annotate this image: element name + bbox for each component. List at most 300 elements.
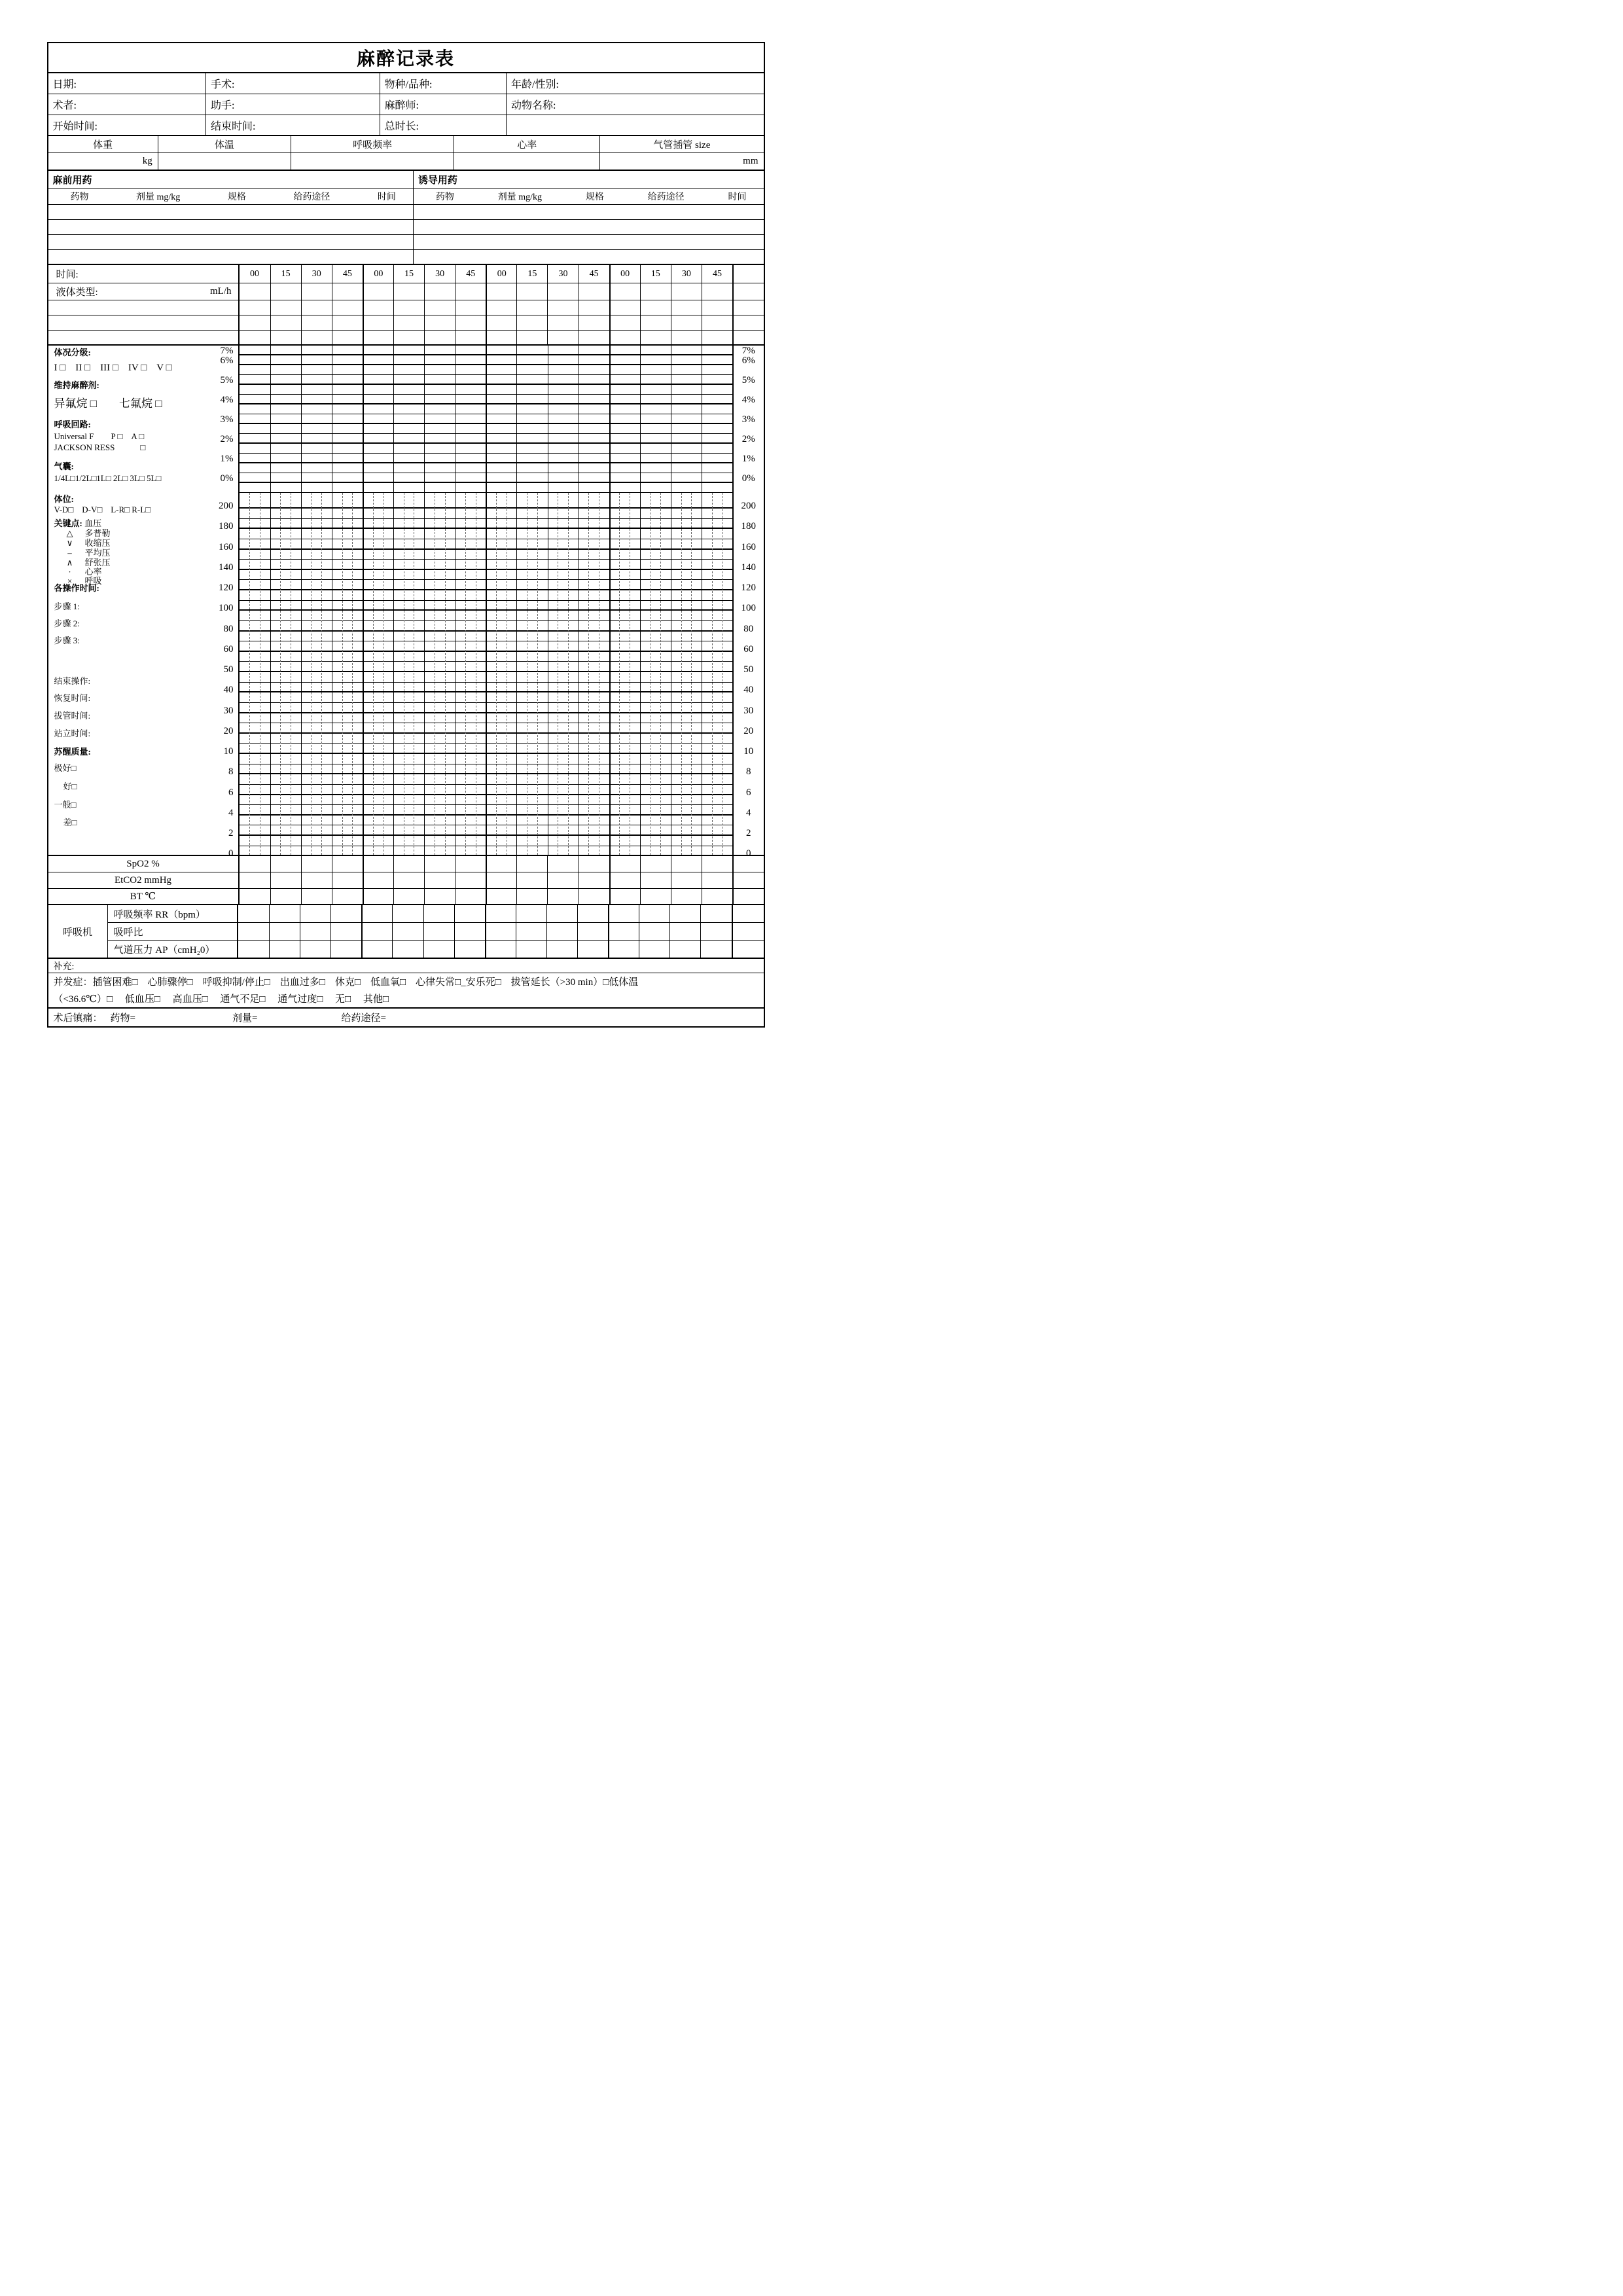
bag-size-checkboxes[interactable]: 1/4L□1/2L□1L□ 2L□ 3L□ 5L□ <box>54 473 162 483</box>
vent-rr-cell <box>639 905 669 922</box>
anesthetist-field[interactable]: 麻醉师: <box>380 94 506 115</box>
drug-entry-row <box>48 235 764 250</box>
vent-rr-cell <box>608 905 639 922</box>
premed-entry-cell[interactable] <box>48 235 413 249</box>
pct-axis-label: 6% <box>220 355 234 366</box>
five-min-dash-line <box>660 493 661 855</box>
numeric-section-overlay <box>240 493 733 855</box>
universal-f-checkboxes[interactable]: Universal F P □ A □ <box>54 431 145 441</box>
pct-axis-label: 0% <box>220 473 234 484</box>
num-axis-label: 100 <box>219 603 234 614</box>
num-axis-label: 6 <box>746 787 751 798</box>
legend-mean <box>64 548 111 558</box>
duration-field[interactable]: 总时长: <box>380 115 506 135</box>
ventilator-rr-label: 呼吸频率 RR（bpm） <box>108 905 239 922</box>
spo2-cell <box>579 856 609 872</box>
drug-section-header <box>48 171 764 188</box>
body-temp-row <box>48 889 764 905</box>
asa-grade-checkboxes[interactable]: I □ II □ III □ IV □ V □ <box>54 363 172 373</box>
bt-cell <box>240 889 270 904</box>
liquid-cell <box>332 283 363 300</box>
infusion-cell <box>270 331 301 344</box>
num-axis-label: 6 <box>228 787 234 798</box>
spo2-cell <box>702 856 732 872</box>
drug-col-name: 药物 <box>435 192 454 202</box>
standing-time-field[interactable]: 站立时间: <box>54 728 91 738</box>
pct-axis-label: 1% <box>741 453 755 464</box>
spo2-cell <box>671 856 702 872</box>
infusion-cell <box>671 300 702 315</box>
vent-ie-cell <box>608 923 639 940</box>
num-axis-label: 120 <box>741 583 757 593</box>
spo2-cell <box>516 856 547 872</box>
vent-ap-cell <box>330 941 361 958</box>
vent-ie-cell <box>454 923 485 940</box>
liquid-cell <box>516 283 547 300</box>
vent-ie-cell <box>423 923 454 940</box>
infusion-cell <box>301 331 332 344</box>
anesthetic-agent-checkboxes[interactable]: 异氟烷 □ 七氟烷 □ <box>54 397 162 410</box>
right-axis-labels <box>734 345 763 859</box>
vent-ap-cell <box>516 941 546 958</box>
extra-row-label[interactable] <box>48 300 240 315</box>
liquid-unit-text: mL/h <box>210 286 232 296</box>
breathing-circuit-label: 呼吸回路: <box>54 420 91 429</box>
infusion-cell <box>640 331 671 344</box>
time-row-label: 时间: <box>48 265 240 283</box>
time-tick-cell: 15 <box>270 265 301 283</box>
infusion-cell <box>455 331 486 344</box>
info-empty-cell <box>506 115 764 135</box>
et-tube-size-header: 气管插管 size <box>599 136 763 152</box>
vent-ap-cell <box>639 941 669 958</box>
infusion-cell <box>609 315 640 330</box>
triangle-symbol: △ <box>66 528 73 538</box>
pct-axis-label: 5% <box>741 374 755 386</box>
time-tick-cell: 45 <box>332 265 363 283</box>
position-checkboxes[interactable]: V-D□ D-V□ L-R□ R-L□ <box>54 505 151 514</box>
analgesia-route-field[interactable]: 给药途径= <box>341 1013 386 1024</box>
infusion-cell <box>424 300 455 315</box>
induction-entry-cell[interactable] <box>413 205 764 219</box>
five-min-dash-line <box>588 493 589 855</box>
complications-line2[interactable]: （<36.6℃）□ 低血压□ 高血压□ 通气不足□ 通气过度□ 无□ 其他□ <box>53 994 389 1005</box>
infusion-cell <box>393 300 424 315</box>
complications-line1[interactable]: 并发症：插管困难□ 心肺骤停□ 呼吸抑制/停止□ 出血过多□ 休克□ 低血氧□ 心律失常□_安乐死□ 拔管延长（>30 min）□低体温 <box>53 977 639 988</box>
num-axis-label: 160 <box>219 541 234 552</box>
induction-entry-cell[interactable] <box>413 250 764 264</box>
heart-rate-header: 心率 <box>454 136 599 152</box>
bt-cell <box>640 889 671 904</box>
induction-columns <box>413 188 764 204</box>
time-tick-cell: 00 <box>363 265 393 283</box>
vent-ap-cell <box>269 941 300 958</box>
temperature-header: 体温 <box>158 136 291 152</box>
infusion-cell <box>393 331 424 344</box>
num-axis-label: 100 <box>741 603 757 614</box>
monitoring-chart <box>48 345 764 859</box>
extra-row-label[interactable] <box>48 331 240 344</box>
drug-col-route: 给药途径 <box>647 192 685 202</box>
ventilator-ie-ratio-label: 吸呼比 <box>108 923 239 940</box>
liquid-cell <box>547 283 578 300</box>
num-axis-label: 20 <box>223 725 234 736</box>
etco2-cell <box>609 872 640 888</box>
num-axis-label: 10 <box>743 746 754 757</box>
bt-cell <box>516 889 547 904</box>
age-sex-field[interactable]: 年龄/性别: <box>506 73 764 94</box>
infusion-cell <box>486 331 516 344</box>
info-row-3 <box>48 115 764 136</box>
infusion-cell <box>270 315 301 330</box>
recovery-time-field[interactable]: 恢复时间: <box>54 693 91 703</box>
quality-poor-checkbox[interactable]: 差□ <box>63 817 77 827</box>
premed-entry-cell[interactable] <box>48 250 413 264</box>
complications-row <box>48 973 764 1009</box>
drug-col-route: 给药途径 <box>293 192 330 202</box>
quality-good-checkbox[interactable]: 好□ <box>63 781 77 791</box>
infusion-cell <box>732 331 764 344</box>
et-tube-size-value-cell[interactable]: mm <box>599 153 763 170</box>
pct-axis-label: 2% <box>741 433 755 444</box>
infusion-cell <box>640 315 671 330</box>
step2-field[interactable]: 步骤 2: <box>54 619 80 628</box>
num-axis-label: 80 <box>743 623 754 634</box>
num-axis-label: 180 <box>741 521 757 532</box>
animal-name-field[interactable]: 动物名称: <box>506 94 764 115</box>
vent-ap-cell <box>485 941 516 958</box>
num-axis-label: 140 <box>741 562 757 573</box>
temperature-value-cell[interactable] <box>158 153 291 170</box>
five-min-dash-line <box>537 493 538 855</box>
vent-rr-cell <box>392 905 423 922</box>
vent-ie-cell <box>300 923 330 940</box>
time-tick-cell: 00 <box>486 265 516 283</box>
liquid-cell <box>393 283 424 300</box>
induction-title: 诱导用药 <box>413 171 764 188</box>
infusion-cell <box>270 300 301 315</box>
keypoint-label: 关键点: <box>54 518 82 528</box>
bt-cell <box>579 889 609 904</box>
spo2-cell <box>486 856 516 872</box>
legend-label: 收缩压 <box>84 538 111 548</box>
time-tick-cell: 45 <box>455 265 486 283</box>
bt-cell <box>702 889 732 904</box>
infusion-cell <box>301 300 332 315</box>
quality-fair-checkbox[interactable]: 一般□ <box>54 800 77 810</box>
vent-ap-cell <box>577 941 608 958</box>
five-min-dash-line <box>568 493 569 855</box>
ventilator-label: 呼吸机 <box>48 905 108 958</box>
num-axis-label: 8 <box>746 766 751 778</box>
ventilator-ie-ratio-row <box>108 923 764 941</box>
time-tick-cell: 00 <box>250 268 260 279</box>
weight-header: 体重 <box>93 140 113 151</box>
extra-infusion-row <box>48 315 764 331</box>
five-min-dash-line <box>249 493 250 855</box>
ventilator-rr-row <box>108 905 764 923</box>
induction-entry-cell[interactable] <box>413 235 764 249</box>
jackson-rees-checkbox[interactable]: JACKSON RESS □ <box>54 442 146 452</box>
infusion-cell <box>486 300 516 315</box>
infusion-cell <box>332 331 363 344</box>
spo2-cell <box>301 856 332 872</box>
vent-rr-cell <box>454 905 485 922</box>
liquid-cell <box>455 283 486 300</box>
legend-systolic <box>64 538 111 548</box>
etco2-cell <box>702 872 732 888</box>
premed-entry-cell[interactable] <box>48 220 413 234</box>
species-field[interactable]: 物种/品种: <box>380 73 506 94</box>
bt-cell <box>455 889 486 904</box>
pct-axis-label: 3% <box>220 414 234 425</box>
ventilator-airway-pressure-label: 气道压力 AP（cmH₂0） <box>108 941 239 958</box>
liquid-cell <box>363 283 393 300</box>
drug-col-spec: 规格 <box>227 192 246 202</box>
infusion-cell <box>732 300 764 315</box>
infusion-cell <box>732 315 764 330</box>
time-tick-cell: 45 <box>579 265 609 283</box>
vent-rr-cell <box>269 905 300 922</box>
five-min-dash-line <box>619 493 620 855</box>
vent-ap-cell <box>608 941 639 958</box>
infusion-cell <box>455 315 486 330</box>
etco2-label: EtCO2 mmHg <box>48 872 240 888</box>
date-field[interactable]: 日期: <box>52 79 77 90</box>
liquid-cell <box>270 283 301 300</box>
num-axis-label: 40 <box>743 685 754 696</box>
time-header-row <box>48 265 764 283</box>
surgery-field[interactable]: 手术: <box>205 73 380 94</box>
num-axis-label: 180 <box>219 521 234 532</box>
induction-entry-cell[interactable] <box>413 220 764 234</box>
legend-diastolic <box>64 558 111 567</box>
etco2-cell <box>732 872 764 888</box>
assistant-field[interactable]: 助手: <box>205 94 380 115</box>
vent-ie-cell <box>330 923 361 940</box>
time-tick-cells <box>240 265 764 283</box>
num-axis-label: 40 <box>223 685 234 696</box>
premed-entry-cell[interactable] <box>48 205 413 219</box>
num-axis-label: 200 <box>219 501 234 511</box>
pct-axis-label: 5% <box>220 374 234 386</box>
num-axis-label: 80 <box>223 623 234 634</box>
vent-rr-cell <box>485 905 516 922</box>
time-tick-cell: 30 <box>547 265 578 283</box>
drug-col-time: 时间 <box>377 192 396 202</box>
etco2-cell <box>270 872 301 888</box>
chart-sidebar <box>48 345 240 859</box>
vent-ie-cell <box>485 923 516 940</box>
bt-cell <box>332 889 363 904</box>
vent-ie-cell <box>516 923 546 940</box>
num-axis-label: 30 <box>223 705 234 716</box>
extubation-time-field[interactable]: 拔管时间: <box>54 711 91 721</box>
infusion-cell <box>240 331 270 344</box>
etco2-cell <box>332 872 363 888</box>
quality-excellent-checkbox[interactable]: 极好□ <box>54 763 77 773</box>
num-axis-label: 2 <box>228 828 234 838</box>
vent-ie-cell <box>639 923 669 940</box>
vent-ie-cell <box>238 923 269 940</box>
vent-ap-cell <box>392 941 423 958</box>
vent-ie-cell <box>732 923 764 940</box>
infusion-cell <box>516 300 547 315</box>
ventilator-airway-pressure-row <box>108 941 764 958</box>
vitals-header-row <box>48 136 764 153</box>
respiratory-rate-value-cell[interactable] <box>291 153 454 170</box>
vent-rr-cell <box>546 905 577 922</box>
step3-field[interactable]: 步骤 3: <box>54 636 80 645</box>
operation-times-label: 各操作时间: <box>54 583 99 593</box>
vent-rr-cell <box>669 905 700 922</box>
position-label: 体位: <box>54 494 74 504</box>
infusion-cell <box>671 331 702 344</box>
extra-row-label[interactable] <box>48 315 240 330</box>
bt-cell <box>424 889 455 904</box>
drug-col-spec: 规格 <box>585 192 604 202</box>
five-min-dash-line <box>712 493 713 855</box>
infusion-cell <box>516 315 547 330</box>
infusion-cell <box>579 331 609 344</box>
caret-symbol: ∧ <box>66 558 73 567</box>
time-tick-cell: 45 <box>702 265 732 283</box>
infusion-cell <box>455 300 486 315</box>
bt-cell <box>270 889 301 904</box>
x-symbol: × <box>67 576 73 586</box>
heart-rate-value-cell[interactable] <box>454 153 599 170</box>
vent-rr-cell <box>423 905 454 922</box>
legend-doppler <box>64 528 111 538</box>
end-operation-field[interactable]: 结束操作: <box>54 676 91 686</box>
infusion-cell <box>486 315 516 330</box>
drug-col-time: 时间 <box>728 192 747 202</box>
vent-ap-cell <box>669 941 700 958</box>
vent-ap-cell <box>546 941 577 958</box>
spo2-row <box>48 856 764 872</box>
analgesia-dose-field[interactable]: 剂量= <box>232 1013 258 1024</box>
vent-ap-cell <box>454 941 485 958</box>
etco2-cell <box>240 872 270 888</box>
num-axis-label: 2 <box>746 828 751 838</box>
spo2-cell <box>732 856 764 872</box>
pct-axis-label: 7% <box>741 345 755 356</box>
etco2-cell <box>671 872 702 888</box>
bt-cell <box>547 889 578 904</box>
vent-rr-cell <box>238 905 269 922</box>
infusion-cell <box>609 300 640 315</box>
supplement-label[interactable]: 补充: <box>53 961 75 972</box>
num-axis-label: 60 <box>223 643 234 655</box>
etco2-cell <box>486 872 516 888</box>
five-min-dash-line <box>311 493 312 855</box>
infusion-cell <box>579 300 609 315</box>
liquid-cell <box>424 283 455 300</box>
supplement-row <box>48 959 764 973</box>
num-axis-label: 4 <box>746 807 751 818</box>
liquid-cell <box>671 283 702 300</box>
blood-pressure-label: 血压 <box>84 518 102 528</box>
body-temp-label: BT ℃ <box>48 889 240 904</box>
vent-ap-cell <box>361 941 392 958</box>
spo2-cell <box>424 856 455 872</box>
etco2-cell <box>547 872 578 888</box>
vent-ie-cell <box>392 923 423 940</box>
vent-ie-cell <box>700 923 731 940</box>
form-title-row <box>48 43 764 73</box>
legend-heart-rate <box>64 567 102 577</box>
drug-entry-row <box>48 205 764 220</box>
five-min-dash-line <box>496 493 497 855</box>
info-row-1 <box>48 73 764 94</box>
etco2-cell <box>424 872 455 888</box>
infusion-cell <box>609 331 640 344</box>
infusion-cell <box>702 315 732 330</box>
vitals-value-row <box>48 153 764 171</box>
vent-ap-cell <box>238 941 269 958</box>
five-min-dash-line <box>342 493 343 855</box>
vent-ie-cell <box>269 923 300 940</box>
infusion-cell <box>424 331 455 344</box>
num-axis-label: 120 <box>219 583 234 593</box>
dot-symbol: · <box>68 567 71 577</box>
infusion-cell <box>547 331 578 344</box>
num-axis-label: 20 <box>743 725 754 736</box>
bt-cell <box>732 889 764 904</box>
vee-symbol: ∨ <box>66 538 73 548</box>
infusion-cell <box>640 300 671 315</box>
num-axis-label: 140 <box>219 562 234 573</box>
step1-field[interactable]: 步骤 1: <box>54 601 80 611</box>
weight-value-cell[interactable]: kg <box>142 156 152 166</box>
infusion-cell <box>363 300 393 315</box>
infusion-cell <box>516 331 547 344</box>
infusion-cell <box>424 315 455 330</box>
liquid-type-text: 液体类型: <box>56 287 98 298</box>
infusion-cell <box>579 315 609 330</box>
num-axis-label: 10 <box>223 746 234 757</box>
num-axis-label: 8 <box>228 766 234 778</box>
infusion-cell <box>671 315 702 330</box>
five-min-dash-line <box>321 493 322 855</box>
ventilator-rows <box>108 905 764 958</box>
body-condition-label: 体况分级: <box>54 348 91 357</box>
maintenance-anesthetic-label: 维持麻醉剂: <box>54 380 99 390</box>
liquid-cell <box>579 283 609 300</box>
pct-axis-label: 4% <box>741 394 755 405</box>
num-axis-label: 50 <box>743 664 754 675</box>
infusion-cell <box>301 315 332 330</box>
start-time-field[interactable]: 开始时间: <box>52 120 98 132</box>
num-axis-label: 160 <box>741 541 757 552</box>
spo2-cell <box>332 856 363 872</box>
num-axis-label: 0 <box>228 848 234 859</box>
pct-axis-label: 1% <box>220 453 234 464</box>
extra-infusion-row <box>48 300 764 315</box>
five-min-dash-line <box>373 493 374 855</box>
surgeon-field[interactable]: 术者: <box>52 100 77 111</box>
premed-title: 麻前用药 <box>52 175 92 186</box>
time-tick-cell: 30 <box>424 265 455 283</box>
postop-analgesia-row <box>48 1009 764 1026</box>
analgesia-drug-field[interactable]: 药物= <box>110 1013 135 1024</box>
time-tick-cell: 00 <box>609 265 640 283</box>
end-time-field[interactable]: 结束时间: <box>205 115 380 135</box>
spo2-cell <box>270 856 301 872</box>
vent-ie-cell <box>669 923 700 940</box>
etco2-cell <box>516 872 547 888</box>
keypoint-header <box>54 518 102 529</box>
